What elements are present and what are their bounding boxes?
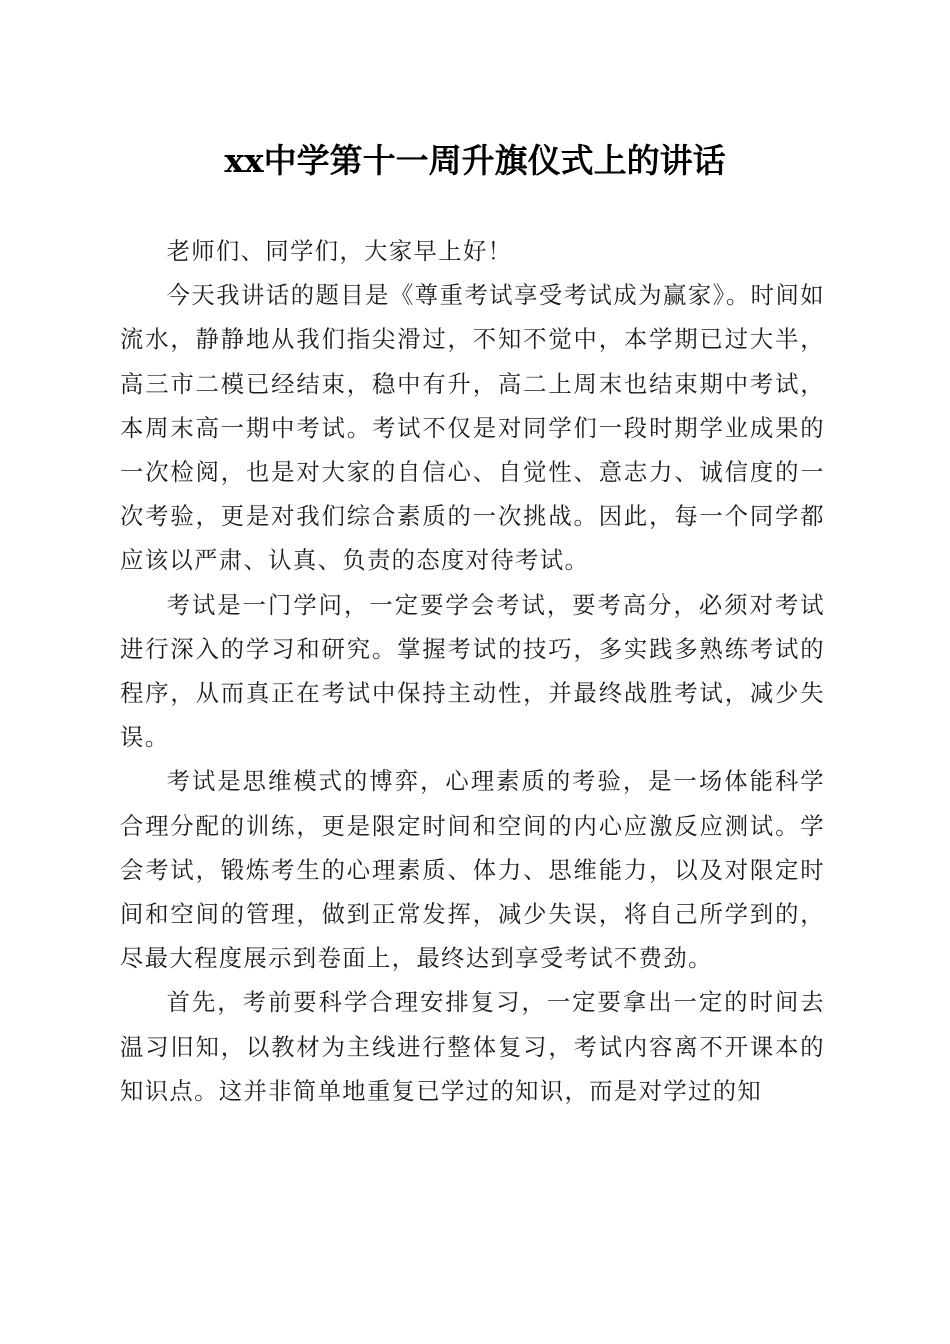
paragraph-greeting: 老师们、同学们，大家早上好！ (166, 238, 513, 265)
paragraph: 考试是一门学问，一定要学会考试，要考高分，必须对考试进行深入的学习和研究。掌握考试的技巧，多实践多熟练考试的程序，从而真正在考试中保持主动性，并最终战胜考试，减少失误。 (120, 591, 825, 752)
paragraph: 首先，考前要科学合理安排复习，一定要拿出一定的时间去温习旧知，以教材为主线进行整体复习，考试内容离不开课本的知识点。这并非简单地重复已学过的知识，而是对学过的知 (120, 989, 825, 1105)
document-title: xx中学第十一周升旗仪式上的讲话 (224, 141, 726, 180)
paragraph: 今天我讲话的题目是《尊重考试享受考试成为赢家》。时间如流水，静静地从我们指尖滑过，不知不觉中，本学期已过大半，高三市二模已经结束，稳中有升，高二上周末也结束期中考试，本周末高一期中考试。考试不仅是对同学们一段时期学业成果的一次检阅，也是对大家的自信心、自觉性、意志力、诚信度的一次考验，更是对我们综合素质的一次挑战。因此，每一个同学都应该以严肃、认真、负责的态度对待考试。 (120, 282, 825, 575)
document-body (120, 230, 825, 1114)
paragraph: 考试是思维模式的博弈，心理素质的考验，是一场体能科学合理分配的训练，更是限定时间和空间的内心应激反应测试。学会考试，锻炼考生的心理素质、体力、思维能力，以及对限定时间和空间的管理，做到正常发挥，减少失误，将自己所学到的，尽最大程度展示到卷面上，最终达到享受考试不费劲。 (120, 768, 825, 973)
